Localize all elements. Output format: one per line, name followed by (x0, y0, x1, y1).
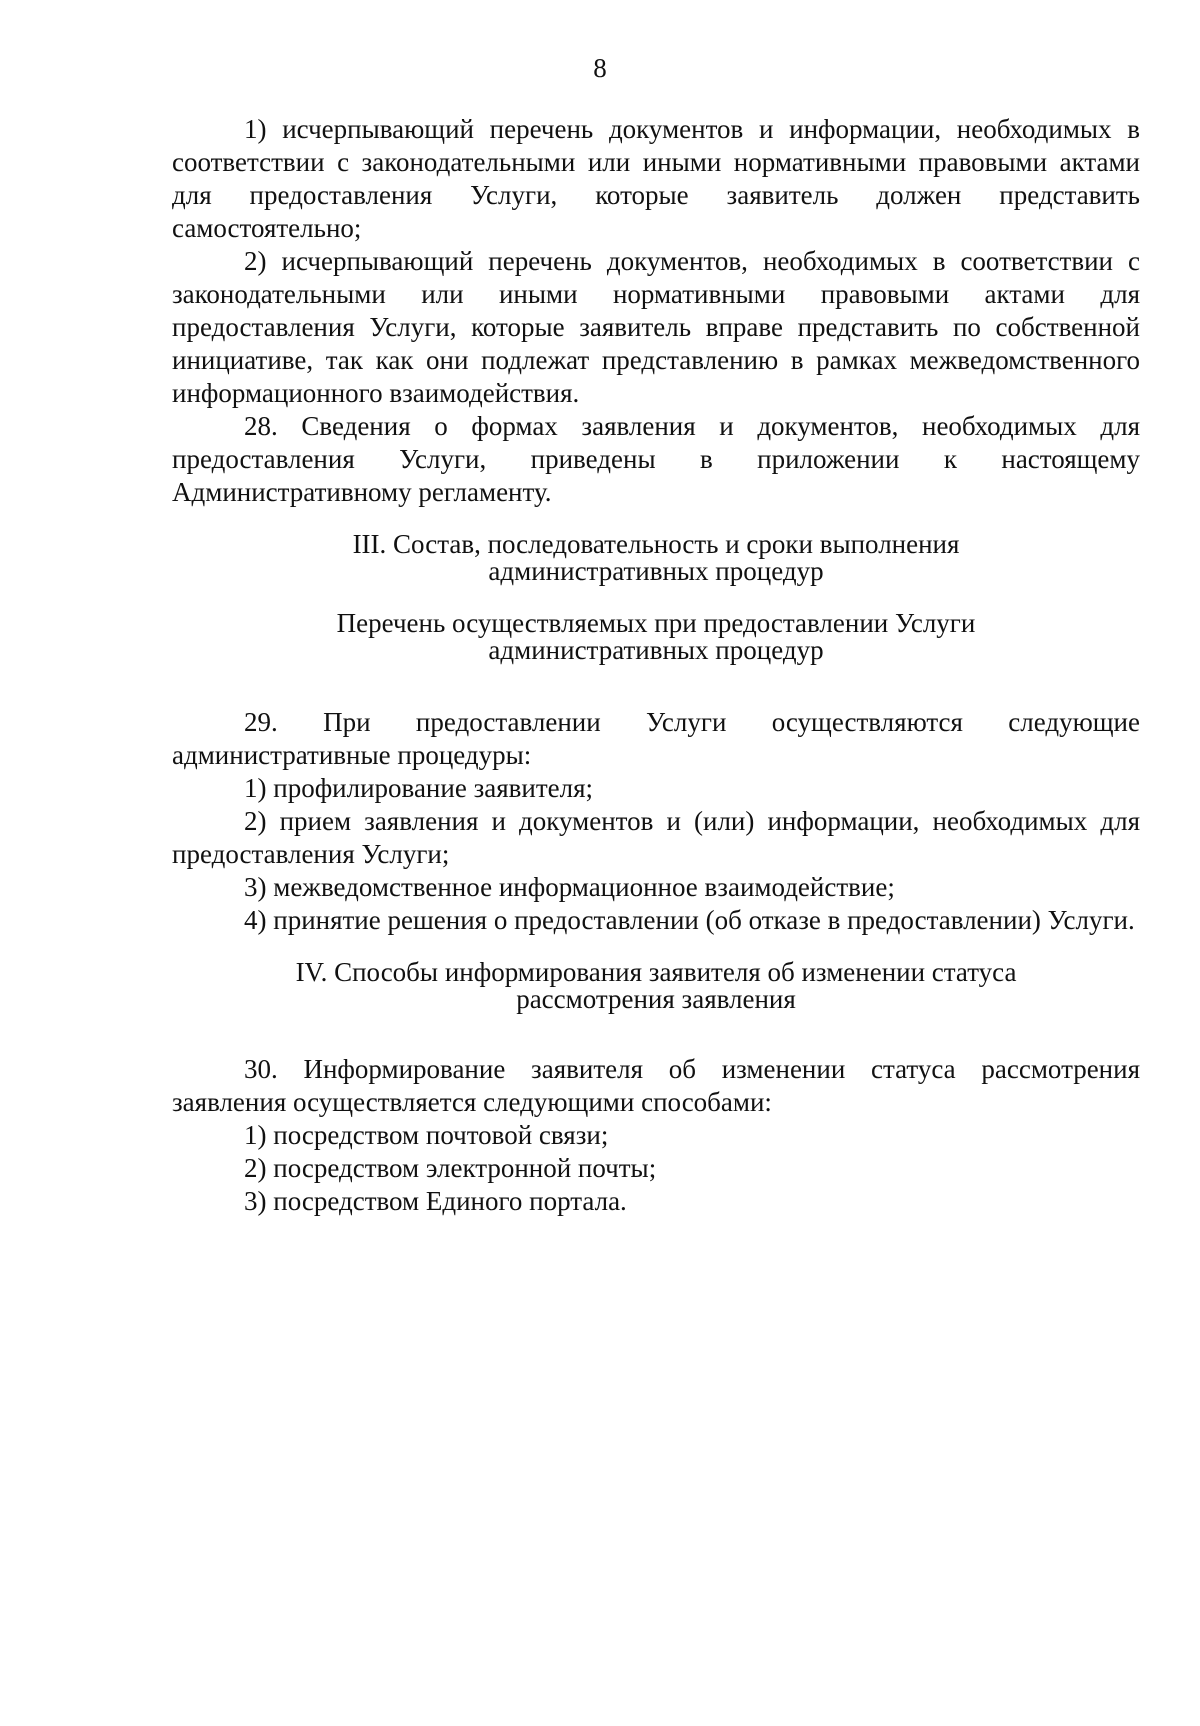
page-number: 8 (593, 53, 607, 83)
section-4-heading (172, 959, 1140, 1013)
paragraph-30: 30. Информирование заявителя об изменении статуса рассмотрения заявления осуществляется следующими способами: (172, 1054, 1140, 1117)
procedure-item-1: 1) профилирование заявителя; (244, 773, 594, 803)
paragraph-exhaustive-list-optional: 2) исчерпывающий перечень документов, необходимых в соответствии с законодательными или иными нормативными правовыми актами для предоставления Услуги, которые заявитель вправе представить по собственной инициативе, так как они подлежат представлению в рамках межведомственного информационного взаимодействия. (172, 246, 1140, 408)
procedure-item-3: 3) межведомственное информационное взаимодействие; (244, 872, 895, 902)
notification-method-3: 3) посредством Единого портала. (244, 1186, 627, 1216)
spacer (172, 664, 1140, 706)
spacer (172, 937, 1140, 959)
section-3-subheading-line-2: административных процедур (488, 635, 824, 665)
procedure-item-2: 2) прием заявления и документов и (или) информации, необходимых для предоставления Услуги; (172, 806, 1140, 869)
paragraph-29: 29. При предоставлении Услуги осуществляются следующие административные процедуры: (172, 707, 1140, 770)
section-3-heading-line-1: III. Состав, последовательность и сроки выполнения (352, 529, 960, 559)
paragraph-28: 28. Сведения о формах заявления и документов, необходимых для предоставления Услуги, приведены в приложении к настоящему Административному регламенту. (172, 411, 1140, 507)
document-body (172, 113, 1140, 1218)
section-3-subheading-line-1: Перечень осуществляемых при предоставлении Услуги (336, 608, 976, 638)
notification-method-1: 1) посредством почтовой связи; (244, 1120, 609, 1150)
spacer (172, 509, 1140, 531)
spacer (172, 1013, 1140, 1053)
notification-method-2: 2) посредством электронной почты; (244, 1153, 657, 1183)
section-4-heading-line-2: рассмотрения заявления (516, 984, 796, 1014)
paragraph-exhaustive-list-required: 1) исчерпывающий перечень документов и информации, необходимых в соответствии с законодательными или иными нормативными правовыми актами для предоставления Услуги, которые заявитель должен представить самостоятельно; (172, 114, 1140, 243)
procedure-item-4: 4) принятие решения о предоставлении (об отказе в предоставлении) Услуги. (244, 905, 1135, 935)
section-3-subheading (172, 610, 1140, 664)
section-3-heading (172, 531, 1140, 585)
spacer (172, 585, 1140, 610)
section-3-heading-line-2: административных процедур (488, 556, 824, 586)
section-4-heading-line-1: IV. Способы информирования заявителя об изменении статуса (295, 957, 1017, 987)
